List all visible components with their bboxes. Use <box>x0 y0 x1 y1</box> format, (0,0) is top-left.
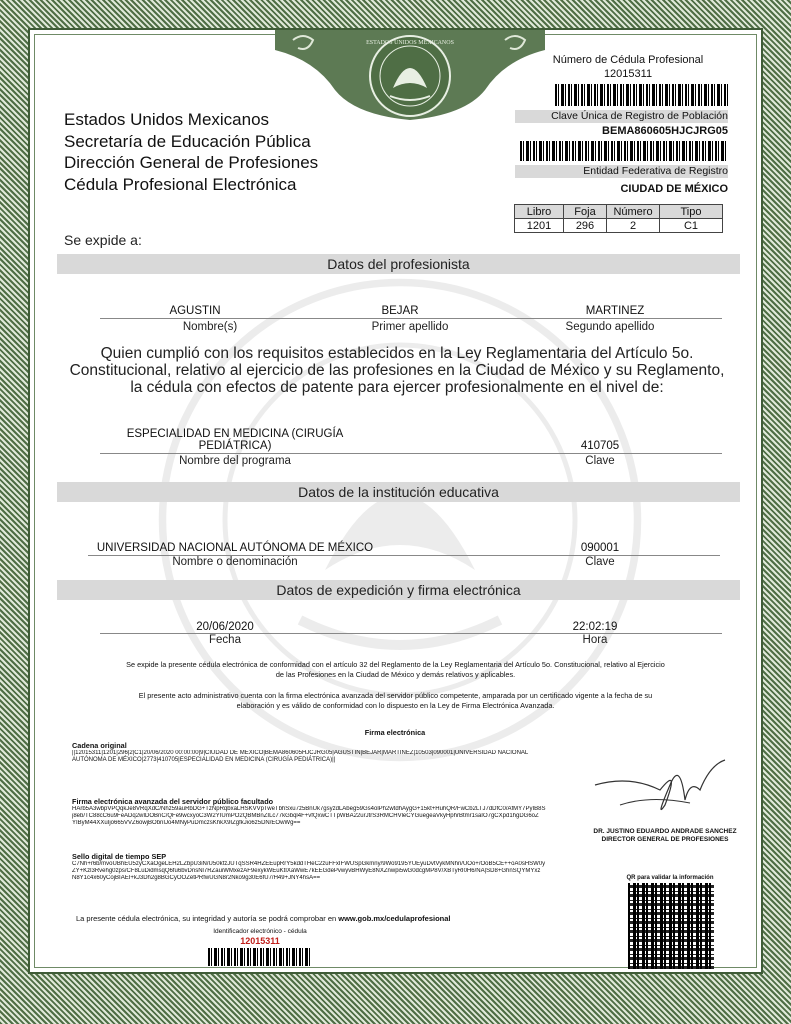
chain-line-1: ||12015311|1201|296|2|C1|20/06/2020 00:00:00|9|CIUDAD DE MÉXICO|BEMA860605HJCJRG05|AGUSTIN|BEJAR|MARTINEZ|10503|090001|UNIVERSIDAD NACIONAL <box>72 750 529 756</box>
program-code: 410705 <box>580 440 620 452</box>
issue-date: 20/06/2020 <box>196 621 254 633</box>
title-directorate: Dirección General de Profesiones <box>64 153 319 172</box>
person-second-last: MARTINEZ <box>585 305 645 317</box>
advanced-signature-line-3: YIByM44XXuIjo665VVZ6owjBObnIJo4MNyPuDmczsKhkX9IZgfkJio6z5DN/EOwWg== <box>72 820 301 826</box>
identifier-value: 12015311 <box>240 936 280 946</box>
official-name: DR. JUSTINO EDUARDO ANDRADE SANCHEZ <box>593 828 737 835</box>
entity-label: Entidad Federativa de Registro <box>515 165 728 178</box>
title-ministry: Secretaría de Educación Pública <box>64 132 311 151</box>
verify-text <box>76 915 451 924</box>
identifier-barcode <box>208 948 312 966</box>
time-caption: Hora <box>582 634 608 646</box>
date-caption: Fecha <box>209 634 241 646</box>
advanced-signature-label: Firma electrónica avanzada del servidor público facultado <box>72 797 274 806</box>
legal-p2-line-1: El presente acto administrativo cuenta con la firma electrónica avanzada del servidor público competente, amparada por un certificado vigente a la fecha de su <box>138 691 653 700</box>
program-code-caption: Clave <box>585 455 615 467</box>
registry-table <box>514 204 723 233</box>
qr-label: QR para validar la información <box>626 875 714 881</box>
statement-line-3: la cédula con efectos de patente para ejercer profesionalmente en el nivel de: <box>130 379 664 396</box>
cedula-number-label: Número de Cédula Profesional <box>552 54 704 66</box>
person-name: AGUSTIN <box>169 305 221 317</box>
legal-p1-line-1: Se expide la presente cédula electrónica de conformidad con el artículo 32 del Reglamento de la Ley Reglamentaria del Artículo 5o. Constitucional, relativo al Ejercicio <box>126 660 665 669</box>
title-country: Estados Unidos Mexicanos <box>64 110 270 129</box>
entity-value: CIUDAD DE MÉXICO <box>620 183 728 195</box>
verify-url[interactable]: www.gob.mx/cedulaprofesional <box>338 914 451 923</box>
table-header: Foja <box>564 205 607 219</box>
curp-value: BEMA860605HJCJRG05 <box>602 125 728 137</box>
timestamp-label: Sello digital de tiempo SEP <box>72 852 167 861</box>
issue-time: 22:02:19 <box>572 621 618 633</box>
institution-name-caption: Nombre o denominación <box>172 556 298 568</box>
timestamp-line-3: N8Y1c4x60yCojBIAEI+kJ3Dh2g8BGCyOOZetPRfwUGN8r2Nko9g30E6fU7/H49+JNY4hsA== <box>72 875 321 881</box>
official-title: DIRECTOR GENERAL DE PROFESIONES <box>601 836 729 843</box>
table-header: Libro <box>515 205 564 219</box>
statement-line-1: Quien cumplió con los requisitos establecidos en la Ley Reglamentaria del Artículo 5o. <box>100 345 694 362</box>
institution-code-caption: Clave <box>585 556 615 568</box>
program-name-line-2: PEDIÁTRICA) <box>198 440 272 452</box>
timestamp-line-2: ZY+Kzl3Rvehg0zps/CF8LuDidmsqQ6fu6bvDnsNl7RZauiWMxezAF9exykWEuKtIXaWwE7kEEGdePvwyvBHWyE8NXZnwpi5wG0dcgMP8V/XBTyRI0H6/NA|SD8+GhnSQYMYxz <box>72 868 541 874</box>
handwritten-signature-icon <box>590 745 730 825</box>
section-profesionista: Datos del profesionista <box>57 254 740 274</box>
person-underline <box>100 318 722 319</box>
validation-qr-code[interactable] <box>628 883 714 969</box>
program-underline <box>100 453 722 454</box>
identifier-label: Identificador electrónico - cédula <box>213 928 307 935</box>
institution-code: 090001 <box>580 542 620 554</box>
table-header: Número <box>607 205 660 219</box>
name-caption: Nombre(s) <box>182 321 238 333</box>
timestamp-line-1: C7Nh+r6b/mvoUBhEU5zyCXaOgeLEH2LZbpU3iN/U50kfzJUTqSSR4HZEEupRrY5kddTHeC2zuFFxIFWUSpGkmny/9Wo9195YUEyuDvtVykMNhn/UOo+/OoB5CE++oA0sHSW0y <box>72 861 546 867</box>
institution-name: UNIVERSIDAD NACIONAL AUTÓNOMA DE MÉXICO <box>96 542 374 554</box>
program-name-line-1: ESPECIALIDAD EN MEDICINA (CIRUGÍA <box>126 428 344 440</box>
curp-barcode <box>520 141 728 161</box>
issued-to-label: Se expide a: <box>64 232 142 248</box>
chain-line-2: AUTÓNOMA DE MÉXICO|2773|410705|ESPECIALIDAD EN MEDICINA (CIRUGÍA PEDIÁTRICA)|| <box>72 757 336 763</box>
seal-text: ESTADOS UNIDOS MEXICANOS <box>366 40 454 46</box>
legal-p2-line-2: elaboración y es válido de conformidad con lo dispuesto en la Ley de Firma Electrónica Avanzada. <box>236 701 555 710</box>
table-cell: 1201 <box>515 219 564 233</box>
advanced-signature-line-2: j8eb/TC88cC6u9FeADq2wIDOBnC/QFe9wcxyoC3W2YIUmPO2QBMBnZILc77kGbql4F+vfQxwCTTpWBA22urJtrS3RMCHVleCYGuegeaVkyHphrBtmr1saIO7gCXpd1hgDG6oZ <box>72 813 539 819</box>
advanced-signature-line-1: HArb5A3wbpVPQqkJe8VRqXdC/Nhz59auRbDG+TzNpRqbxaLHSKVVpTweTbhSxu7z5BnUk7gsyzdLAbeg59Gs4olPh2wtdhAygG+15kt+HuhQR/FwCb2LTJ7dDfC0/AfMY7PyIB8S <box>72 806 546 812</box>
table-header: Tipo <box>660 205 723 219</box>
program-name-caption: Nombre del programa <box>179 455 291 467</box>
table-cell: 2 <box>607 219 660 233</box>
verify-prefix: La presente cédula electrónica, su integridad y autoría se podrá comprobar en <box>76 914 339 923</box>
title-document: Cédula Profesional Electrónica <box>64 175 297 194</box>
second-last-caption: Segundo apellido <box>565 321 655 333</box>
table-cell: C1 <box>660 219 723 233</box>
section-expedicion: Datos de expedición y firma electrónica <box>57 580 740 600</box>
chain-label: Cadena original <box>72 741 127 750</box>
cedula-barcode <box>555 84 729 106</box>
national-seal-emblem <box>275 30 545 122</box>
signature-heading: Firma electrónica <box>364 728 426 737</box>
table-cell: 296 <box>564 219 607 233</box>
statement-line-2: Constitucional, relativo al ejercicio de las profesiones en la Ciudad de México y su Reglamento, <box>69 362 725 379</box>
legal-p1-line-2: de las Profesiones en la Ciudad de México y demás relativos y aplicables. <box>275 670 516 679</box>
person-first-last: BEJAR <box>381 305 419 317</box>
section-institucion: Datos de la institución educativa <box>57 482 740 502</box>
curp-label: Clave Única de Registro de Población <box>515 110 728 123</box>
cedula-number: 12015311 <box>603 68 653 80</box>
first-last-caption: Primer apellido <box>371 321 449 333</box>
